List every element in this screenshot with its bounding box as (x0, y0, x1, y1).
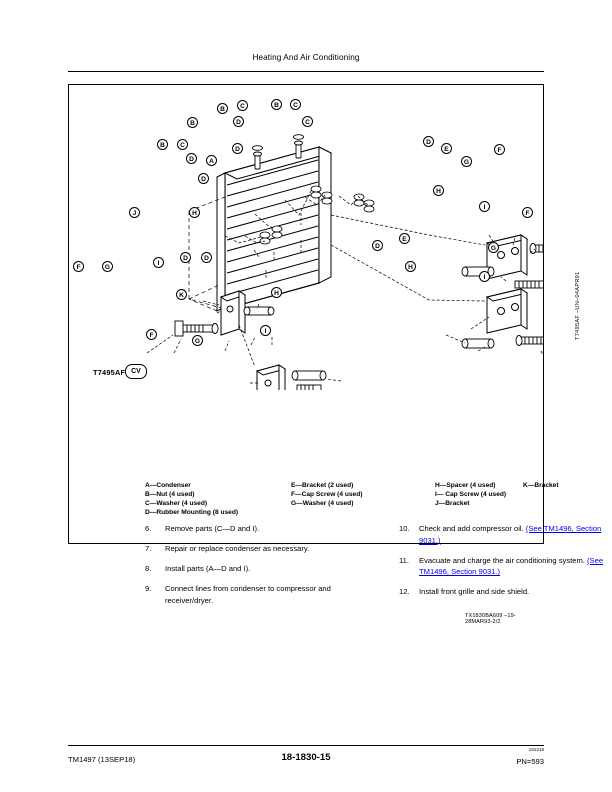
legend-item: B—Nut (4 used) (145, 491, 195, 499)
step-item (145, 543, 369, 555)
legend-item: J—Bracket (435, 500, 470, 508)
callout-f: F (146, 329, 157, 340)
callout-f: F (522, 207, 533, 218)
callout-h: H (405, 261, 416, 272)
page-header-title: Heating And Air Conditioning (252, 53, 360, 62)
step-number: 11. (399, 555, 409, 565)
legend-item: C—Washer (4 used) (145, 500, 208, 508)
legend-item: G—Washer (4 used) (291, 500, 354, 508)
step-item (145, 583, 369, 606)
exploded-view-figure (69, 85, 543, 390)
legend-column-4 (523, 481, 612, 490)
step-number: 10. (399, 524, 410, 533)
footer-date-code: 181219 (528, 747, 544, 752)
step-item (399, 523, 611, 546)
step-number: 9. (145, 584, 152, 594)
footer-manual-id: TM1497 (13SEP18) (68, 755, 136, 764)
cross-reference-link[interactable]: (See TM1496, Section 9031.) (419, 555, 604, 577)
cv-badge: CV (125, 364, 147, 379)
step-number: 12. (399, 587, 410, 597)
legend-column-1 (145, 481, 285, 517)
footer-page-number: 18-1830-15 (281, 752, 331, 763)
callout-d: D (232, 143, 243, 154)
callout-g: G (102, 261, 113, 272)
step-text: Remove parts (C—D and I). (165, 524, 260, 533)
callout-b: B (217, 103, 228, 114)
footer-pn: PN=593 (516, 757, 544, 766)
callout-h: H (271, 287, 282, 298)
callout-a: A (206, 155, 217, 166)
content-frame (68, 84, 604, 625)
callout-i: I (260, 325, 271, 336)
callout-c: C (237, 100, 248, 111)
step-number: 7. (145, 544, 152, 554)
callout-e: E (441, 143, 452, 154)
callout-h: H (433, 185, 444, 196)
legend-item: K—Bracket (523, 482, 559, 489)
step-number: 8. (145, 564, 152, 574)
legend-item: E—Bracket (2 used) (291, 482, 354, 489)
callout-f: F (73, 261, 84, 272)
callout-d: D (423, 136, 434, 147)
callout-i: I (153, 257, 164, 268)
callout-h: H (189, 207, 200, 218)
callout-d: D (186, 153, 197, 164)
step-text: Repair or replace condenser as necessary. (165, 544, 310, 554)
legend-item: I— Cap Screw (4 used) (435, 491, 507, 499)
callout-d: D (233, 116, 244, 127)
step-text: Check and add compressor oil. (419, 524, 526, 533)
callout-e: E (399, 233, 410, 244)
callout-g: G (488, 242, 499, 253)
legend-item: A—Condenser (145, 482, 191, 489)
callout-j: J (129, 207, 140, 218)
step-text: Install parts (A—D and I). (165, 564, 251, 574)
figure-code: T7495AF (93, 368, 126, 377)
legend-item: H—Spacer (4 used) (435, 482, 496, 489)
callout-d: D (201, 252, 212, 263)
step-item (399, 586, 611, 598)
step-text: Connect lines from condenser to compressor and receiver/dryer. (165, 584, 331, 605)
callout-d: D (198, 173, 209, 184)
header-divider (68, 71, 544, 72)
figure-side-code: T7495AF –UN–04APR91 (575, 271, 581, 340)
callout-i: I (479, 201, 490, 212)
callout-g: G (192, 335, 203, 346)
callout-c: C (302, 116, 313, 127)
step-item (145, 523, 369, 535)
callout-g: G (461, 156, 472, 167)
legend-item: F—Cap Screw (4 used) (291, 491, 363, 499)
callout-i: I (479, 271, 490, 282)
step-item (399, 555, 611, 578)
condenser-assembly-drawing (69, 85, 543, 390)
legend-item: D—Rubber Mounting (8 used) (145, 509, 239, 517)
callout-b: B (157, 139, 168, 150)
callout-k: K (176, 289, 187, 300)
step-text: Install front grille and side shield. (419, 587, 530, 597)
callout-c: C (290, 99, 301, 110)
callout-c: C (177, 139, 188, 150)
steps-column-left (145, 523, 369, 615)
callout-b: B (187, 117, 198, 128)
footer-divider (68, 745, 544, 746)
callout-b: B (271, 99, 282, 110)
legend-column-2 (291, 481, 436, 508)
steps-column-right (399, 523, 611, 606)
callout-f: F (494, 144, 505, 155)
callout-d: D (180, 252, 191, 263)
step-item (145, 563, 369, 575)
callout-d: D (372, 240, 383, 251)
cross-reference-link[interactable]: (See TM1496, Section 9031.) (419, 524, 602, 545)
document-revision-code: TX1830BA609 –19-28MAR93-2/2 (465, 613, 516, 625)
step-text: Evacuate and charge the air conditioning system. (419, 555, 588, 565)
step-number: 6. (145, 524, 152, 533)
